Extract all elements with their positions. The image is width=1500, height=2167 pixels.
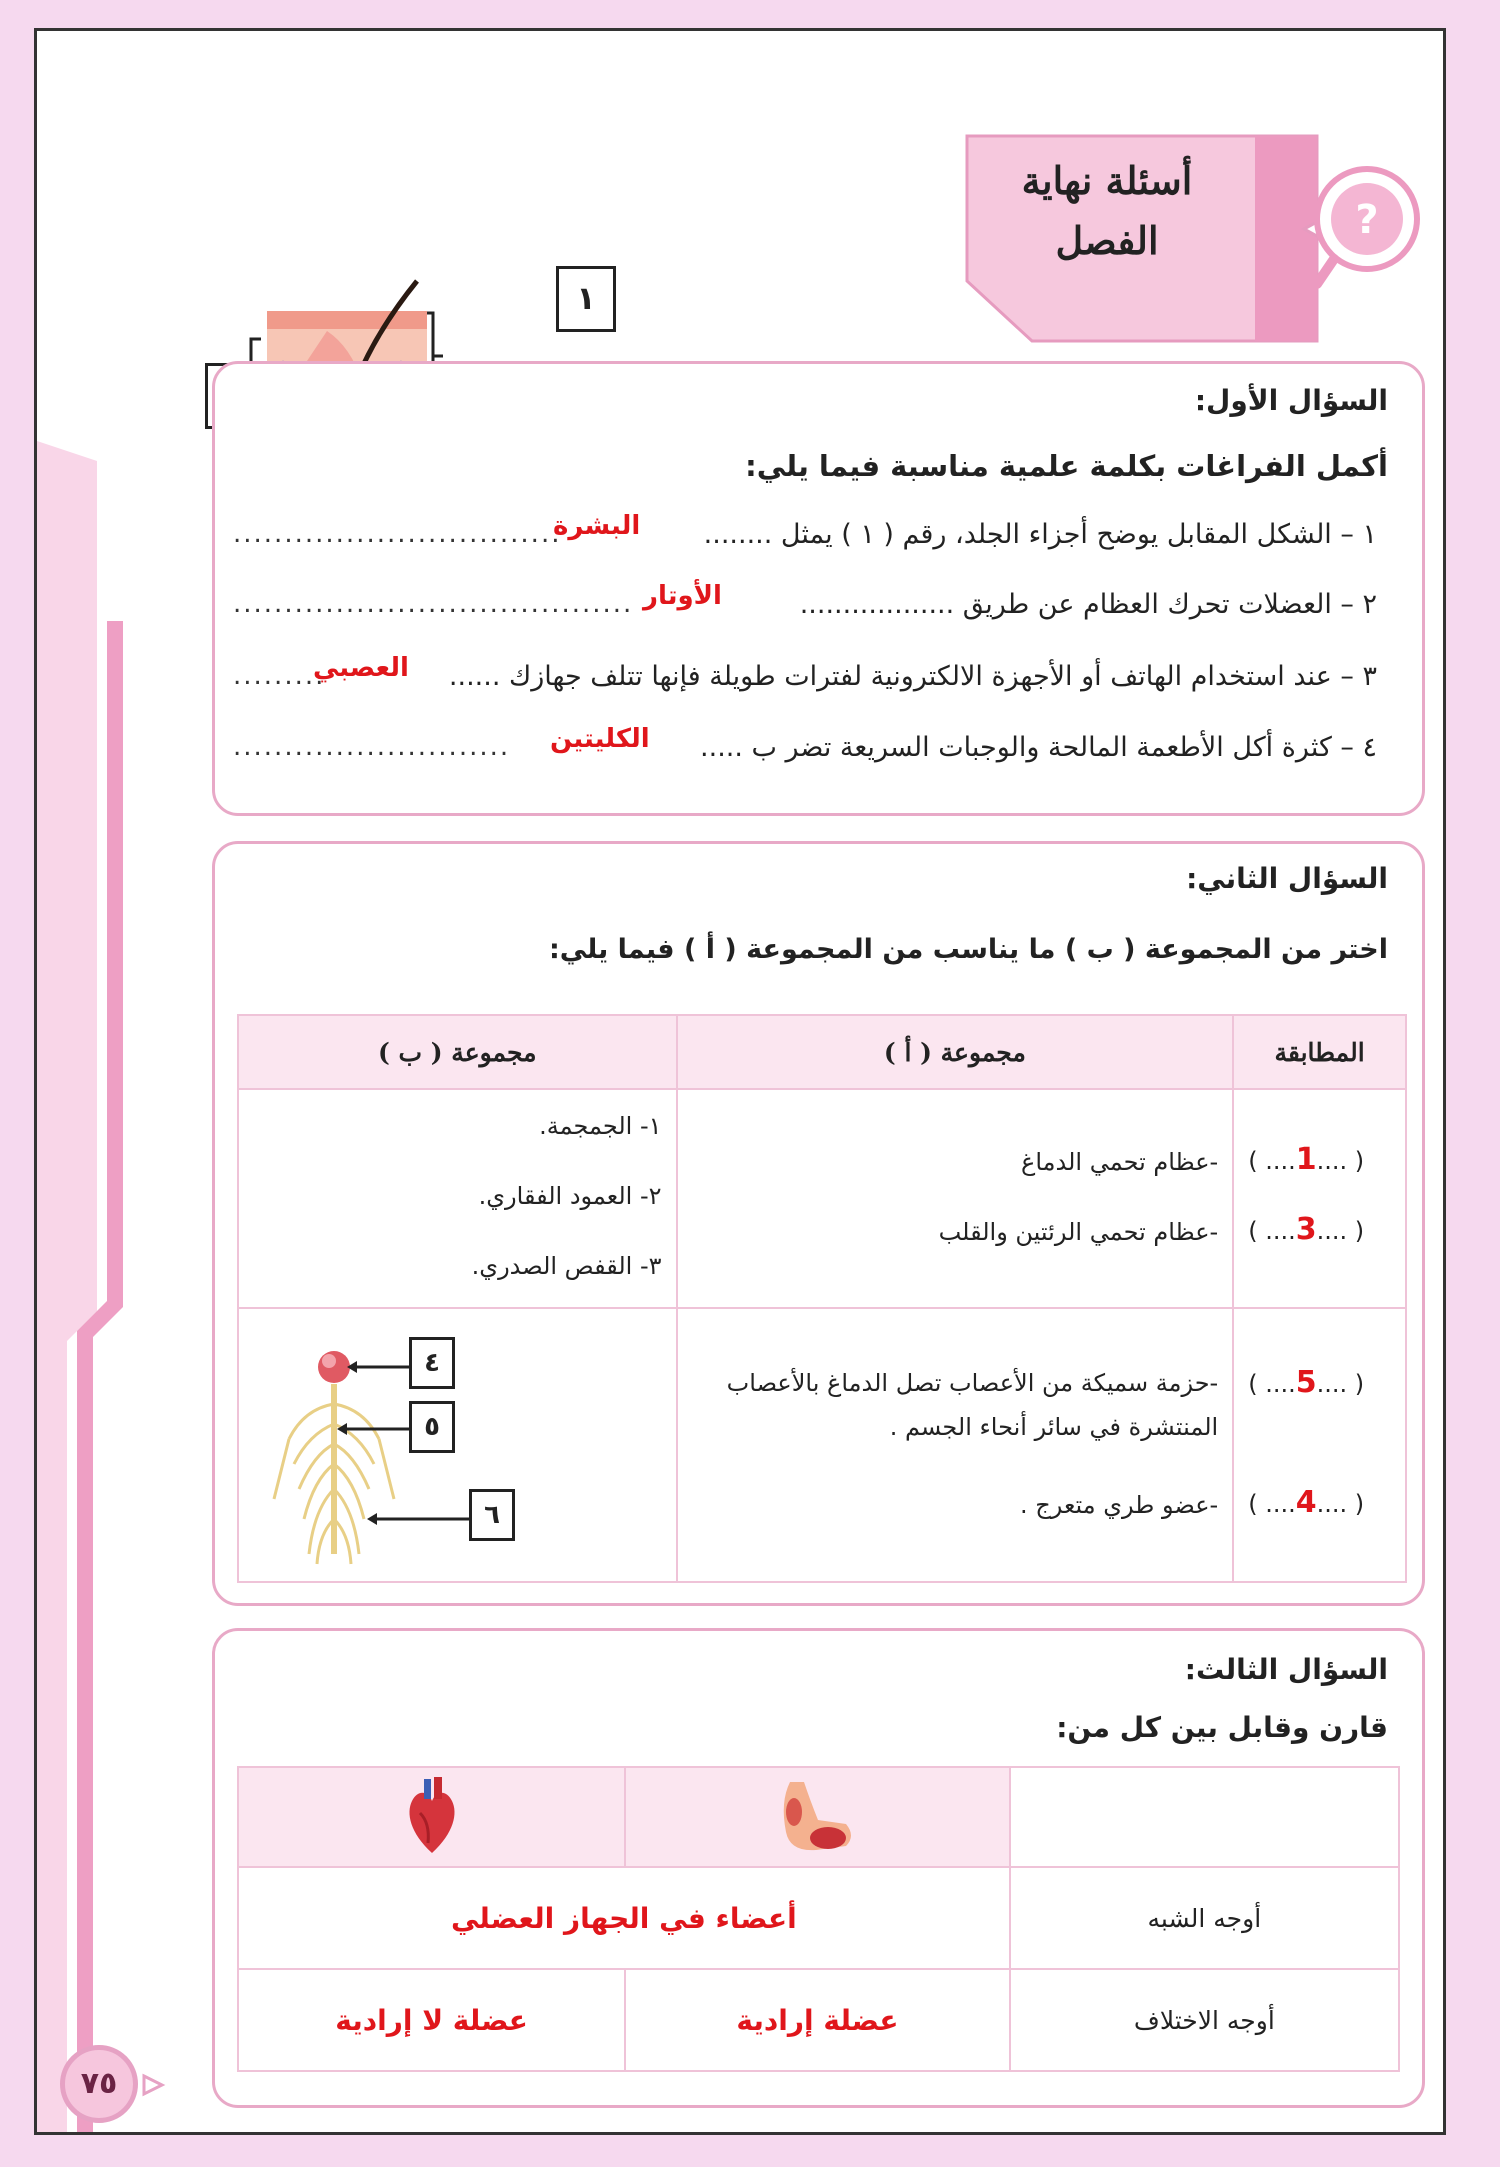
group-a-header: مجموعة ( أ ) <box>677 1015 1234 1089</box>
skin-label-1: ١ <box>556 266 616 332</box>
nervous-label-4: ٤ <box>409 1337 455 1389</box>
group-a-row1-cell <box>677 1089 1234 1308</box>
q1-item-1-answer: البشرة <box>553 511 641 541</box>
q1-item-4-answer: الكليتين <box>550 724 650 754</box>
nervous-label-6: ٦ <box>469 1489 515 1541</box>
question-1-heading: السؤال الأول: <box>1194 384 1388 417</box>
heart-organ-icon <box>402 1773 462 1857</box>
chapter-title <box>997 151 1217 271</box>
similarity-answer-cell <box>238 1867 1010 1969</box>
match-value-1: 1 <box>1295 1142 1317 1177</box>
table-header-row <box>238 1015 1406 1089</box>
match-answer-3: ( ....5.... ) <box>1248 1365 1365 1400</box>
table-row <box>238 1308 1406 1582</box>
question-mark-icon <box>1292 159 1422 299</box>
q1-item-2-answer: الأوتار <box>643 581 722 611</box>
q1-item-4-text: ٤ – كثرة أكل الأطعمة المالحة والوجبات السريعة تضر ب ..... <box>700 732 1377 763</box>
page-number: ٧٥ <box>60 2045 138 2123</box>
group-b-item-1: ١- الجمجمة. <box>539 1112 662 1140</box>
question-2-panel <box>212 841 1425 1606</box>
similarity-label: أوجه الشبه <box>1147 1903 1262 1933</box>
question-3-panel <box>212 1628 1425 2108</box>
q1-item-3-answer: العصبي <box>313 653 409 683</box>
group-a-item-1: -عظام تحمي الدماغ <box>1021 1148 1219 1176</box>
match-answer-2: ( ....3.... ) <box>1248 1212 1365 1247</box>
group-a-item-3-line-1: -حزمة سميكة من الأعصاب تصل الدماغ بالأعصاب <box>726 1369 1219 1397</box>
table-row <box>238 1767 1399 1867</box>
worksheet-page <box>34 28 1446 2135</box>
nervous-label-5: ٥ <box>409 1401 455 1453</box>
match-answer-4: ( ....4.... ) <box>1248 1485 1365 1520</box>
group-a-item-3-line-2: المنتشرة في سائر أنحاء الجسم . <box>889 1413 1219 1441</box>
empty-corner-cell <box>1010 1767 1399 1867</box>
compare-table <box>237 1766 1400 2072</box>
question-2-instruction: اختر من المجموعة ( ب ) ما يناسب من المجموعة ( أ ) فيما يلي: <box>548 934 1388 965</box>
difference-label-cell <box>1010 1969 1399 2071</box>
q1-item-1-dots: ................................ <box>233 519 562 549</box>
nervous-figure-cell <box>238 1308 677 1582</box>
arm-muscle-icon <box>772 1772 862 1858</box>
match-value-4: 4 <box>1295 1485 1317 1520</box>
question-2-heading: السؤال الثاني: <box>1186 862 1388 895</box>
heart-difference-cell <box>238 1969 625 2071</box>
group-b-list-cell <box>238 1089 677 1308</box>
group-b-item-2: ٢- العمود الفقاري. <box>478 1182 662 1210</box>
q1-item-3-dots: ......... <box>233 661 326 691</box>
arm-difference-cell <box>625 1969 1009 2071</box>
heart-image-cell <box>238 1767 625 1867</box>
table-row <box>238 1969 1399 2071</box>
match-row1-cell <box>1233 1089 1406 1308</box>
question-1-instruction: أكمل الفراغات بكلمة علمية مناسبة فيما يلي: <box>745 449 1388 483</box>
title-line-2: الفصل <box>1055 218 1159 263</box>
group-a-item-2: -عظام تحمي الرئتين والقلب <box>938 1218 1219 1246</box>
arm-difference: عضلة إرادية <box>736 2003 899 2037</box>
q1-item-2-dots: ....................................... <box>233 589 634 619</box>
question-3-instruction: قارن وقابل بين كل من: <box>1056 1711 1388 1744</box>
match-row2-cell <box>1233 1308 1406 1582</box>
question-3-heading: السؤال الثالث: <box>1184 1653 1388 1686</box>
question-1-panel <box>212 361 1425 816</box>
group-a-item-4: -عضو طري متعرج . <box>1019 1491 1219 1519</box>
page-arrow-icon <box>140 2072 166 2098</box>
group-b-header: مجموعة ( ب ) <box>238 1015 677 1089</box>
side-decoration <box>37 441 129 2135</box>
difference-label: أوجه الاختلاف <box>1133 2005 1275 2035</box>
match-value-3: 5 <box>1295 1365 1317 1400</box>
q1-item-4-dots: ........................... <box>233 732 511 762</box>
match-header: المطابقة <box>1233 1015 1406 1089</box>
title-line-1: أسئلة نهاية <box>1021 158 1193 203</box>
group-b-item-3: ٣- القفص الصدري. <box>471 1252 662 1280</box>
table-row <box>238 1867 1399 1969</box>
heart-difference: عضلة لا إرادية <box>335 2003 528 2037</box>
similarity-answer: أعضاء في الجهاز العضلي <box>450 1901 797 1935</box>
q1-item-2-text: ٢ – العضلات تحرك العظام عن طريق .................. <box>799 589 1377 620</box>
q1-item-3-text: ٣ – عند استخدام الهاتف أو الأجهزة الالكترونية لفترات طويلة فإنها تتلف جهازك ...... <box>448 661 1377 692</box>
arm-muscle-image-cell <box>625 1767 1009 1867</box>
match-answer-1: ( ....1.... ) <box>1248 1142 1365 1177</box>
matching-table <box>237 1014 1407 1583</box>
q1-item-1-text: ١ – الشكل المقابل يوضح أجزاء الجلد، رقم ( ١ ) يمثل ........ <box>703 519 1377 550</box>
table-row <box>238 1089 1406 1308</box>
svg-text:?: ? <box>1355 197 1379 243</box>
group-a-row2-cell <box>677 1308 1234 1582</box>
similarity-label-cell <box>1010 1867 1399 1969</box>
match-value-2: 3 <box>1295 1212 1317 1247</box>
